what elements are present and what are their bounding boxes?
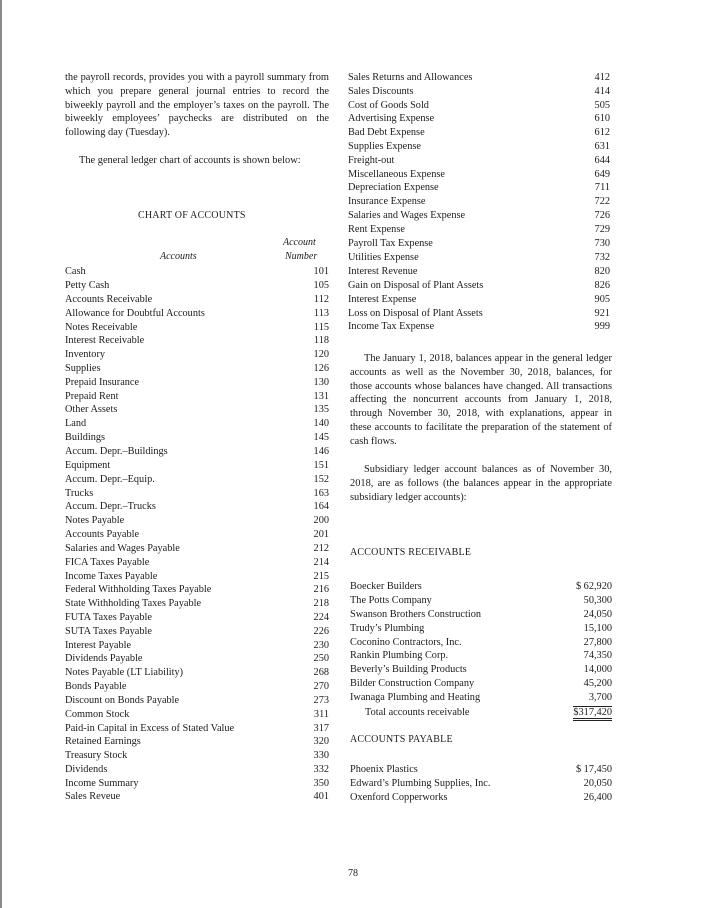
- account-number: 163: [313, 488, 329, 499]
- vendor-name: Oxenford Copperworks: [350, 792, 448, 803]
- account-row: [348, 181, 610, 194]
- account-row: [65, 597, 329, 610]
- account-number: 505: [594, 100, 610, 111]
- account-name: Notes Payable (LT Liability): [65, 667, 184, 678]
- account-number: 101: [313, 266, 329, 277]
- account-number: 214: [313, 557, 329, 568]
- account-row: [65, 362, 329, 375]
- account-row: [65, 790, 329, 803]
- account-row: [348, 209, 610, 222]
- account-row: [65, 445, 329, 458]
- account-row: [348, 307, 610, 320]
- account-name: Cash: [65, 266, 86, 277]
- account-number: 224: [313, 612, 329, 623]
- account-row: [348, 71, 610, 84]
- account-row: [348, 223, 610, 236]
- account-number: 826: [594, 280, 610, 291]
- account-number: 120: [313, 349, 329, 360]
- account-number: 820: [594, 266, 610, 277]
- account-number: 921: [594, 308, 610, 319]
- total-label: Total accounts receivable: [365, 707, 470, 718]
- account-row: [65, 417, 329, 430]
- account-name: Trucks: [65, 488, 94, 499]
- account-number: 215: [313, 571, 329, 582]
- account-row: [65, 500, 329, 513]
- account-name: Accounts Receivable: [65, 294, 153, 305]
- account-number-header-line1: Account: [283, 237, 316, 248]
- account-number: 212: [313, 543, 329, 554]
- account-row: [65, 390, 329, 403]
- receivable-total-row: [350, 706, 612, 719]
- account-number: 273: [313, 695, 329, 706]
- account-name: Sales Reveue: [65, 791, 121, 802]
- account-name: Supplies: [65, 363, 101, 374]
- accounts-column-header: Accounts: [160, 251, 197, 262]
- account-row: [65, 639, 329, 652]
- account-number: 164: [313, 501, 329, 512]
- account-number: 317: [313, 723, 329, 734]
- customer-name: Coconino Contractors, Inc.: [350, 637, 462, 648]
- account-row: [65, 528, 329, 541]
- account-row: [65, 611, 329, 624]
- account-name: Inventory: [65, 349, 106, 360]
- receivable-row: [350, 663, 612, 676]
- account-name: Equipment: [65, 460, 111, 471]
- receivable-row: [350, 580, 612, 593]
- balance-amount: 26,400: [583, 792, 612, 803]
- account-name: Allowance for Doubtful Accounts: [65, 308, 205, 319]
- account-row: [348, 154, 610, 167]
- account-row: [65, 431, 329, 444]
- balance-amount: $ 62,920: [575, 581, 612, 592]
- account-number: 216: [313, 584, 329, 595]
- account-row: [348, 320, 610, 333]
- account-number: 118: [313, 335, 329, 346]
- account-number: 732: [594, 252, 610, 263]
- account-name: Treasury Stock: [65, 750, 128, 761]
- account-row: [65, 334, 329, 347]
- account-name: Salaries and Wages Expense: [348, 210, 466, 221]
- payable-row: [350, 763, 612, 776]
- account-number: 140: [313, 418, 329, 429]
- account-name: Supplies Expense: [348, 141, 421, 152]
- balance-amount: 20,050: [583, 778, 612, 789]
- account-name: Discount on Bonds Payable: [65, 695, 180, 706]
- account-number: 730: [594, 238, 610, 249]
- account-row: [65, 459, 329, 472]
- account-name: Income Summary: [65, 778, 139, 789]
- customer-name: Boecker Builders: [350, 581, 422, 592]
- account-name: Income Tax Expense: [348, 321, 435, 332]
- account-row: [65, 570, 329, 583]
- account-row: [348, 195, 610, 208]
- account-number: 146: [313, 446, 329, 457]
- account-number: 414: [594, 86, 610, 97]
- subsidiary-paragraph: Subsidiary ledger account balances as of November 30, 2018, are as follows (the balances appear in the appropriate subsidiary ledger accounts):: [350, 464, 612, 503]
- account-number: 152: [313, 474, 329, 485]
- account-number: 726: [594, 210, 610, 221]
- account-name: Gain on Disposal of Plant Assets: [348, 280, 484, 291]
- account-row: [65, 735, 329, 748]
- account-row: [348, 279, 610, 292]
- account-row: [65, 556, 329, 569]
- account-name: Paid-in Capital in Excess of Stated Value: [65, 723, 235, 734]
- customer-name: Swanson Brothers Construction: [350, 609, 481, 620]
- account-number: 130: [313, 377, 329, 388]
- account-number: 268: [313, 667, 329, 678]
- account-number: 145: [313, 432, 329, 443]
- account-name: Insurance Expense: [348, 196, 426, 207]
- page-number: 78: [348, 868, 358, 879]
- account-number: 112: [313, 294, 329, 305]
- account-row: [65, 376, 329, 389]
- account-name: Miscellaneous Expense: [348, 169, 445, 180]
- account-row: [65, 777, 329, 790]
- chart-of-accounts-title: CHART OF ACCOUNTS: [138, 210, 246, 221]
- account-row: [65, 265, 329, 278]
- intro-paragraph: the payroll records, provides you with a payroll summary from which you prepare general journal entries to record the biweekly payroll and the employer’s taxes on the payroll. The biweekly employees’ paychecks are distributed on the following day (Tuesday).: [65, 72, 329, 139]
- account-number-header-line2: Number: [285, 251, 318, 262]
- account-name: Accounts Payable: [65, 529, 140, 540]
- payable-row: [350, 777, 612, 790]
- account-number: 113: [313, 308, 329, 319]
- account-number: 711: [594, 182, 610, 193]
- account-row: [65, 293, 329, 306]
- account-row: [65, 514, 329, 527]
- page-left-border: [0, 0, 2, 908]
- account-name: Other Assets: [65, 404, 118, 415]
- account-row: [348, 112, 610, 125]
- balances-paragraph: The January 1, 2018, balances appear in the general ledger accounts as well as the November 30, 2018, balances, for those accounts whose balances have changed. All transactions affecting the noncurrent accounts from January 1, 2018, through November 30, 2018, with explanations, appear in these accounts to facilitate the preparation of the statement of cash flows.: [350, 353, 612, 447]
- account-number: 135: [313, 404, 329, 415]
- account-row: [65, 749, 329, 762]
- balance-amount: 74,350: [583, 650, 612, 661]
- account-row: [348, 168, 610, 181]
- account-name: Payroll Tax Expense: [348, 238, 433, 249]
- account-row: [65, 487, 329, 500]
- account-row: [348, 99, 610, 112]
- account-number: 401: [313, 791, 329, 802]
- account-number: 610: [594, 113, 610, 124]
- balance-amount: 45,200: [583, 678, 612, 689]
- account-number: 332: [313, 764, 329, 775]
- account-number: 612: [594, 127, 610, 138]
- receivable-row: [350, 636, 612, 649]
- account-number: 230: [313, 640, 329, 651]
- receivable-row: [350, 608, 612, 621]
- account-row: [65, 763, 329, 776]
- account-row: [65, 625, 329, 638]
- account-row: [65, 652, 329, 665]
- account-name: Accum. Depr.–Buildings: [65, 446, 168, 457]
- balance-amount: 14,000: [583, 664, 612, 675]
- account-row: [65, 708, 329, 721]
- account-name: Income Taxes Payable: [65, 571, 158, 582]
- receivable-row: [350, 691, 612, 704]
- account-name: Notes Payable: [65, 515, 125, 526]
- account-number: 631: [594, 141, 610, 152]
- account-row: [348, 237, 610, 250]
- account-name: Notes Receivable: [65, 322, 138, 333]
- account-name: FUTA Taxes Payable: [65, 612, 152, 623]
- account-number: 218: [313, 598, 329, 609]
- account-row: [65, 403, 329, 416]
- account-name: Rent Expense: [348, 224, 405, 235]
- account-name: Sales Returns and Allowances: [348, 72, 473, 83]
- account-number: 226: [313, 626, 329, 637]
- account-name: State Withholding Taxes Payable: [65, 598, 202, 609]
- account-number: 729: [594, 224, 610, 235]
- account-name: Land: [65, 418, 87, 429]
- account-number: 350: [313, 778, 329, 789]
- account-row: [65, 348, 329, 361]
- account-name: Freight-out: [348, 155, 395, 166]
- account-name: FICA Taxes Payable: [65, 557, 150, 568]
- balance-amount: 27,800: [583, 637, 612, 648]
- accounts-payable-title: ACCOUNTS PAYABLE: [350, 734, 453, 745]
- account-number: 250: [313, 653, 329, 664]
- account-row: [65, 321, 329, 334]
- account-name: Dividends Payable: [65, 653, 143, 664]
- account-row: [348, 85, 610, 98]
- customer-name: The Potts Company: [350, 595, 432, 606]
- account-row: [348, 126, 610, 139]
- account-name: Sales Discounts: [348, 86, 414, 97]
- account-name: Prepaid Insurance: [65, 377, 140, 388]
- account-name: Buildings: [65, 432, 106, 443]
- account-number: 722: [594, 196, 610, 207]
- account-name: Loss on Disposal of Plant Assets: [348, 308, 483, 319]
- receivable-row: [350, 594, 612, 607]
- account-number: 151: [313, 460, 329, 471]
- account-number: 115: [313, 322, 329, 333]
- customer-name: Rankin Plumbing Corp.: [350, 650, 449, 661]
- account-name: Depreciation Expense: [348, 182, 439, 193]
- customer-name: Iwanaga Plumbing and Heating: [350, 692, 481, 703]
- account-name: Accum. Depr.–Equip.: [65, 474, 155, 485]
- account-number: 320: [313, 736, 329, 747]
- account-number: 105: [313, 280, 329, 291]
- account-number: 412: [594, 72, 610, 83]
- receivable-row: [350, 677, 612, 690]
- account-row: [348, 265, 610, 278]
- account-number: 905: [594, 294, 610, 305]
- accounts-receivable-title: ACCOUNTS RECEIVABLE: [350, 547, 472, 558]
- account-number: 644: [594, 155, 610, 166]
- account-row: [65, 307, 329, 320]
- account-row: [348, 293, 610, 306]
- account-row: [65, 722, 329, 735]
- account-number: 330: [313, 750, 329, 761]
- account-row: [65, 542, 329, 555]
- account-row: [65, 583, 329, 596]
- account-name: Common Stock: [65, 709, 130, 720]
- balance-amount: 50,300: [583, 595, 612, 606]
- total-amount: $317,420: [573, 706, 612, 721]
- account-name: Utilities Expense: [348, 252, 419, 263]
- intro-paragraph-2: The general ledger chart of accounts is shown below:: [79, 155, 301, 166]
- account-name: Accum. Depr.–Trucks: [65, 501, 156, 512]
- account-number: 201: [313, 529, 329, 540]
- receivable-row: [350, 622, 612, 635]
- account-row: [65, 694, 329, 707]
- account-name: Retained Earnings: [65, 736, 141, 747]
- account-row: [65, 473, 329, 486]
- account-name: Interest Revenue: [348, 266, 418, 277]
- account-number: 311: [313, 709, 329, 720]
- account-number: 131: [313, 391, 329, 402]
- vendor-name: Phoenix Plastics: [350, 764, 418, 775]
- balance-amount: 24,050: [583, 609, 612, 620]
- balance-amount: $ 17,450: [575, 764, 612, 775]
- receivable-row: [350, 649, 612, 662]
- customer-name: Trudy’s Plumbing: [350, 623, 425, 634]
- account-number: 200: [313, 515, 329, 526]
- account-row: [65, 680, 329, 693]
- customer-name: Beverly’s Building Products: [350, 664, 467, 675]
- balance-amount: 3,700: [588, 692, 612, 703]
- account-name: Advertising Expense: [348, 113, 435, 124]
- account-name: Interest Expense: [348, 294, 417, 305]
- account-name: Dividends: [65, 764, 108, 775]
- account-name: Bad Debt Expense: [348, 127, 425, 138]
- account-row: [65, 279, 329, 292]
- account-row: [65, 666, 329, 679]
- account-row: [348, 140, 610, 153]
- account-row: [348, 251, 610, 264]
- account-name: Salaries and Wages Payable: [65, 543, 180, 554]
- account-name: Petty Cash: [65, 280, 110, 291]
- payable-row: [350, 791, 612, 804]
- account-number: 649: [594, 169, 610, 180]
- balance-amount: 15,100: [583, 623, 612, 634]
- account-name: Cost of Goods Sold: [348, 100, 429, 111]
- account-number: 999: [594, 321, 610, 332]
- account-name: SUTA Taxes Payable: [65, 626, 152, 637]
- vendor-name: Edward’s Plumbing Supplies, Inc.: [350, 778, 491, 789]
- account-name: Interest Receivable: [65, 335, 145, 346]
- account-number: 126: [313, 363, 329, 374]
- customer-name: Bilder Construction Company: [350, 678, 475, 689]
- account-number: 270: [313, 681, 329, 692]
- account-name: Prepaid Rent: [65, 391, 119, 402]
- account-name: Interest Payable: [65, 640, 132, 651]
- account-name: Federal Withholding Taxes Payable: [65, 584, 212, 595]
- account-name: Bonds Payable: [65, 681, 127, 692]
